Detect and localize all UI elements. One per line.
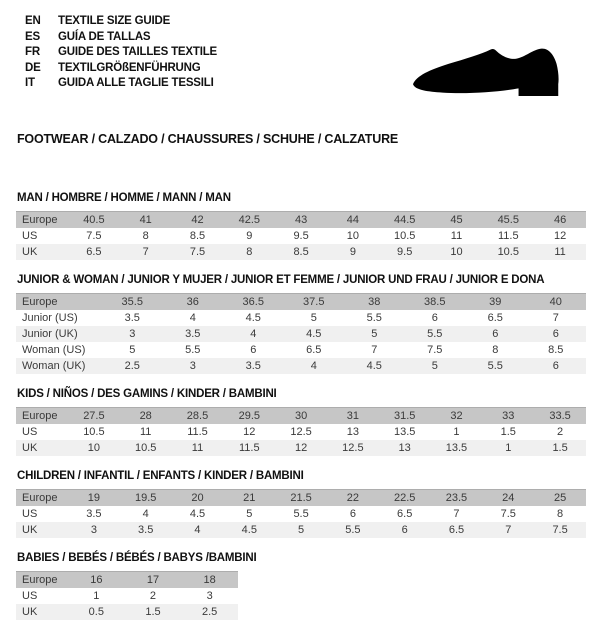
size-cell: 12 bbox=[243, 426, 256, 438]
row-label: Europe bbox=[22, 574, 58, 586]
language-code: IT bbox=[25, 77, 35, 89]
size-cell: 13 bbox=[346, 426, 359, 438]
size-cell: 10 bbox=[346, 230, 359, 242]
size-table bbox=[16, 489, 586, 538]
size-cell: 10 bbox=[87, 442, 101, 454]
size-table bbox=[16, 407, 586, 456]
table-row bbox=[16, 604, 238, 620]
table-row bbox=[16, 506, 586, 522]
size-cell: 45.5 bbox=[497, 214, 519, 226]
size-cell: 39 bbox=[489, 296, 502, 308]
size-cell: 8 bbox=[492, 344, 499, 356]
table-row bbox=[16, 326, 586, 342]
size-cell: 5 bbox=[246, 508, 253, 520]
row-label: Europe bbox=[22, 296, 58, 308]
size-cell: 11 bbox=[139, 426, 152, 438]
language-row-fr bbox=[25, 45, 217, 61]
language-row-en bbox=[25, 14, 217, 30]
size-cell: 6 bbox=[492, 328, 499, 340]
section-title: KIDS / NIÑOS / DES GAMINS / KINDER / BAMBINI bbox=[17, 388, 277, 400]
row-label: Europe bbox=[22, 492, 58, 504]
section-title: JUNIOR & WOMAN / JUNIOR Y MUJER / JUNIOR ET FEMME / JUNIOR UND FRAU / JUNIOR E DONA bbox=[17, 274, 545, 286]
size-cell: 28.5 bbox=[186, 410, 209, 422]
size-cell: 3.5 bbox=[245, 360, 261, 372]
size-cell: 7.5 bbox=[86, 230, 102, 242]
size-cell: 4 bbox=[142, 508, 149, 520]
table-row bbox=[16, 572, 238, 589]
size-cell: 16 bbox=[90, 574, 103, 586]
language-row-es bbox=[25, 30, 217, 46]
language-list bbox=[0, 14, 217, 112]
size-cell: 12 bbox=[553, 230, 567, 242]
size-cell: 21.5 bbox=[290, 492, 312, 504]
size-cell: 7 bbox=[505, 524, 512, 536]
section-title: BABIES / BEBÉS / BÉBÉS / BABYS /BAMBINI bbox=[17, 552, 257, 564]
size-cell: 22 bbox=[346, 492, 359, 504]
row-label: Junior (UK) bbox=[22, 328, 78, 340]
size-cell: 37.5 bbox=[303, 296, 325, 308]
size-cell: 13 bbox=[398, 442, 411, 454]
size-cell: 3 bbox=[189, 360, 196, 372]
table-row bbox=[16, 244, 586, 260]
size-cell: 8 bbox=[246, 246, 253, 258]
size-cell: 46 bbox=[553, 214, 567, 226]
size-cell: 4.5 bbox=[306, 328, 322, 340]
size-cell: 6.5 bbox=[397, 508, 413, 520]
language-code: DE bbox=[25, 61, 41, 74]
row-label: US bbox=[22, 508, 38, 520]
row-label: UK bbox=[22, 524, 38, 536]
size-cell: 1.5 bbox=[500, 426, 516, 438]
row-label: Junior (US) bbox=[22, 312, 78, 324]
size-cell: 5 bbox=[129, 344, 136, 356]
size-cell: 3 bbox=[90, 524, 97, 536]
language-row-de bbox=[25, 61, 217, 77]
table-row bbox=[16, 310, 586, 326]
size-cell: 36 bbox=[186, 296, 199, 308]
size-cell: 5.5 bbox=[366, 312, 382, 324]
size-cell: 6 bbox=[250, 344, 257, 356]
row-label: Europe bbox=[22, 214, 58, 226]
size-cell: 6 bbox=[552, 328, 559, 340]
size-cell: 12 bbox=[294, 442, 308, 454]
size-cell: 10.5 bbox=[393, 230, 416, 242]
row-label: Woman (US) bbox=[22, 344, 86, 356]
size-cell: 7 bbox=[371, 344, 378, 356]
size-cell: 43 bbox=[294, 214, 308, 226]
table-row bbox=[16, 490, 586, 507]
size-section bbox=[16, 192, 600, 260]
language-title: GUIDE DES TAILLES TEXTILE bbox=[58, 46, 217, 58]
size-cell: 3.5 bbox=[138, 524, 154, 536]
size-cell: 5.5 bbox=[293, 508, 309, 520]
size-cell: 2.5 bbox=[202, 606, 218, 618]
language-title: TEXTILE SIZE GUIDE bbox=[58, 15, 171, 27]
size-cell: 6.5 bbox=[86, 246, 102, 258]
size-cell: 20 bbox=[191, 492, 204, 504]
table-row bbox=[16, 228, 586, 244]
size-cell: 42 bbox=[191, 214, 204, 226]
size-cell: 9 bbox=[349, 246, 356, 258]
language-title: GUIDA ALLE TAGLIE TESSILI bbox=[58, 77, 214, 89]
size-cell: 4 bbox=[189, 312, 196, 324]
size-cell: 2 bbox=[557, 426, 564, 438]
row-label: UK bbox=[22, 246, 38, 258]
size-cell: 38.5 bbox=[424, 296, 446, 308]
size-cell: 32 bbox=[450, 410, 463, 422]
size-cell: 9.5 bbox=[293, 230, 309, 242]
language-row-it bbox=[25, 76, 217, 92]
table-row bbox=[16, 424, 586, 440]
category-title: FOOTWEAR / CALZADO / CHAUSSURES / SCHUHE / CALZATURE bbox=[17, 132, 399, 146]
language-code: ES bbox=[25, 30, 40, 43]
row-label: US bbox=[22, 426, 38, 438]
size-cell: 7.5 bbox=[189, 246, 206, 258]
table-row bbox=[16, 408, 586, 425]
size-cell: 8.5 bbox=[293, 246, 309, 258]
table-row bbox=[16, 522, 586, 538]
size-cell: 33.5 bbox=[549, 410, 571, 422]
size-cell: 3.5 bbox=[86, 508, 102, 520]
size-cell: 7.5 bbox=[552, 524, 568, 536]
table-row bbox=[16, 294, 586, 311]
size-cell: 17 bbox=[146, 574, 160, 586]
size-cell: 12.5 bbox=[342, 442, 364, 454]
size-cell: 28 bbox=[139, 410, 152, 422]
size-cell: 4 bbox=[250, 328, 257, 340]
size-section bbox=[16, 470, 600, 538]
size-cell: 3 bbox=[206, 590, 213, 602]
table-row bbox=[16, 588, 238, 604]
table-row bbox=[16, 358, 586, 374]
shoe-icon bbox=[400, 36, 578, 112]
size-cell: 18 bbox=[203, 574, 216, 586]
size-cell: 6.5 bbox=[306, 344, 322, 356]
row-label: Europe bbox=[22, 410, 58, 422]
size-cell: 3.5 bbox=[124, 312, 140, 324]
size-cell: 1 bbox=[93, 590, 100, 602]
size-cell: 31 bbox=[346, 410, 359, 422]
size-cell: 4.5 bbox=[241, 524, 257, 536]
row-label: UK bbox=[22, 442, 38, 454]
size-cell: 23.5 bbox=[445, 492, 468, 504]
size-cell: 4.5 bbox=[245, 312, 261, 324]
size-cell: 29.5 bbox=[238, 410, 260, 422]
size-cell: 5 bbox=[298, 524, 305, 536]
size-table bbox=[16, 293, 586, 374]
table-row bbox=[16, 440, 586, 456]
size-cell: 9 bbox=[246, 230, 253, 242]
section-title: CHILDREN / INFANTIL / ENFANTS / KINDER / BAMBINI bbox=[17, 470, 304, 482]
language-code: EN bbox=[25, 15, 41, 27]
size-cell: 10.5 bbox=[134, 442, 157, 454]
size-cell: 7.5 bbox=[500, 508, 516, 520]
size-cell: 7 bbox=[453, 508, 460, 520]
size-cell: 8.5 bbox=[189, 230, 206, 242]
size-cell: 42.5 bbox=[238, 214, 260, 226]
size-cell: 11.5 bbox=[497, 230, 519, 242]
size-cell: 5.5 bbox=[427, 328, 443, 340]
size-cell: 19 bbox=[87, 492, 101, 504]
size-table bbox=[16, 571, 238, 620]
size-cell: 12.5 bbox=[290, 426, 312, 438]
row-label: US bbox=[22, 590, 38, 602]
size-cell: 25 bbox=[553, 492, 567, 504]
size-cell: 4.5 bbox=[366, 360, 382, 372]
size-cell: 5.5 bbox=[185, 344, 201, 356]
size-cell: 9.5 bbox=[397, 246, 413, 258]
size-cell: 3 bbox=[129, 328, 136, 340]
section-title: MAN / HOMBRE / HOMME / MANN / MAN bbox=[17, 192, 231, 204]
size-cell: 33 bbox=[502, 410, 515, 422]
row-label: Woman (UK) bbox=[22, 360, 86, 372]
size-cell: 19.5 bbox=[134, 492, 157, 504]
size-cell: 8.5 bbox=[548, 344, 564, 356]
size-table bbox=[16, 211, 586, 260]
size-cell: 1.5 bbox=[552, 442, 568, 454]
size-cell: 13.5 bbox=[393, 426, 416, 438]
size-cell: 11 bbox=[191, 442, 204, 454]
size-cell: 30 bbox=[294, 410, 308, 422]
size-cell: 8 bbox=[557, 508, 564, 520]
size-cell: 41 bbox=[139, 214, 152, 226]
language-title: GUÍA DE TALLAS bbox=[58, 30, 151, 43]
size-cell: 7 bbox=[142, 246, 149, 258]
size-cell: 6 bbox=[349, 508, 356, 520]
size-cell: 11.5 bbox=[238, 442, 260, 454]
table-row bbox=[16, 342, 586, 358]
size-cell: 6 bbox=[401, 524, 408, 536]
size-cell: 22.5 bbox=[393, 492, 416, 504]
page-header bbox=[0, 0, 600, 112]
table-row bbox=[16, 212, 586, 229]
row-label: US bbox=[22, 230, 38, 242]
size-cell: 10.5 bbox=[83, 426, 105, 438]
size-section bbox=[16, 552, 600, 620]
size-cell: 7 bbox=[552, 312, 559, 324]
size-cell: 4 bbox=[194, 524, 201, 536]
language-title: TEXTILGRÖßENFÜHRUNG bbox=[58, 61, 201, 74]
size-cell: 11.5 bbox=[187, 426, 208, 438]
row-label: UK bbox=[22, 606, 38, 618]
size-section bbox=[16, 274, 600, 374]
size-cell: 2 bbox=[149, 590, 157, 602]
language-code: FR bbox=[25, 46, 40, 58]
size-cell: 1.5 bbox=[145, 606, 161, 618]
size-cell: 5 bbox=[310, 312, 317, 324]
size-cell: 10 bbox=[450, 246, 463, 258]
size-cell: 0.5 bbox=[88, 606, 104, 618]
size-cell: 5 bbox=[431, 360, 438, 372]
size-cell: 36.5 bbox=[242, 296, 264, 308]
size-cell: 40 bbox=[549, 296, 562, 308]
size-cell: 24 bbox=[502, 492, 515, 504]
size-cell: 11 bbox=[554, 246, 566, 258]
size-cell: 5.5 bbox=[345, 524, 361, 536]
size-cell: 2.5 bbox=[124, 360, 140, 372]
size-cell: 21 bbox=[243, 492, 256, 504]
size-cell: 1 bbox=[505, 442, 512, 454]
size-cell: 4.5 bbox=[189, 508, 206, 520]
size-cell: 35.5 bbox=[121, 296, 143, 308]
size-cell: 8 bbox=[142, 230, 149, 242]
size-cell: 5 bbox=[371, 328, 378, 340]
size-cell: 6.5 bbox=[448, 524, 465, 536]
size-cell: 6 bbox=[552, 360, 559, 372]
size-cell: 11 bbox=[450, 230, 463, 242]
size-cell: 10.5 bbox=[497, 246, 519, 258]
size-cell: 4 bbox=[310, 360, 317, 372]
size-cell: 38 bbox=[368, 296, 381, 308]
size-cell: 45 bbox=[450, 214, 463, 226]
size-cell: 3.5 bbox=[185, 328, 201, 340]
size-cell: 40.5 bbox=[83, 214, 105, 226]
size-cell: 6 bbox=[431, 312, 438, 324]
size-cell: 1 bbox=[453, 426, 460, 438]
size-cell: 13.5 bbox=[445, 442, 468, 454]
size-cell: 7.5 bbox=[427, 344, 443, 356]
size-cell: 5.5 bbox=[487, 360, 503, 372]
size-cell: 6.5 bbox=[487, 312, 503, 324]
size-cell: 44.5 bbox=[393, 214, 416, 226]
size-cell: 44 bbox=[346, 214, 359, 226]
size-cell: 27.5 bbox=[83, 410, 105, 422]
size-tables bbox=[16, 192, 600, 620]
size-cell: 31.5 bbox=[393, 410, 416, 422]
size-section bbox=[16, 388, 600, 456]
